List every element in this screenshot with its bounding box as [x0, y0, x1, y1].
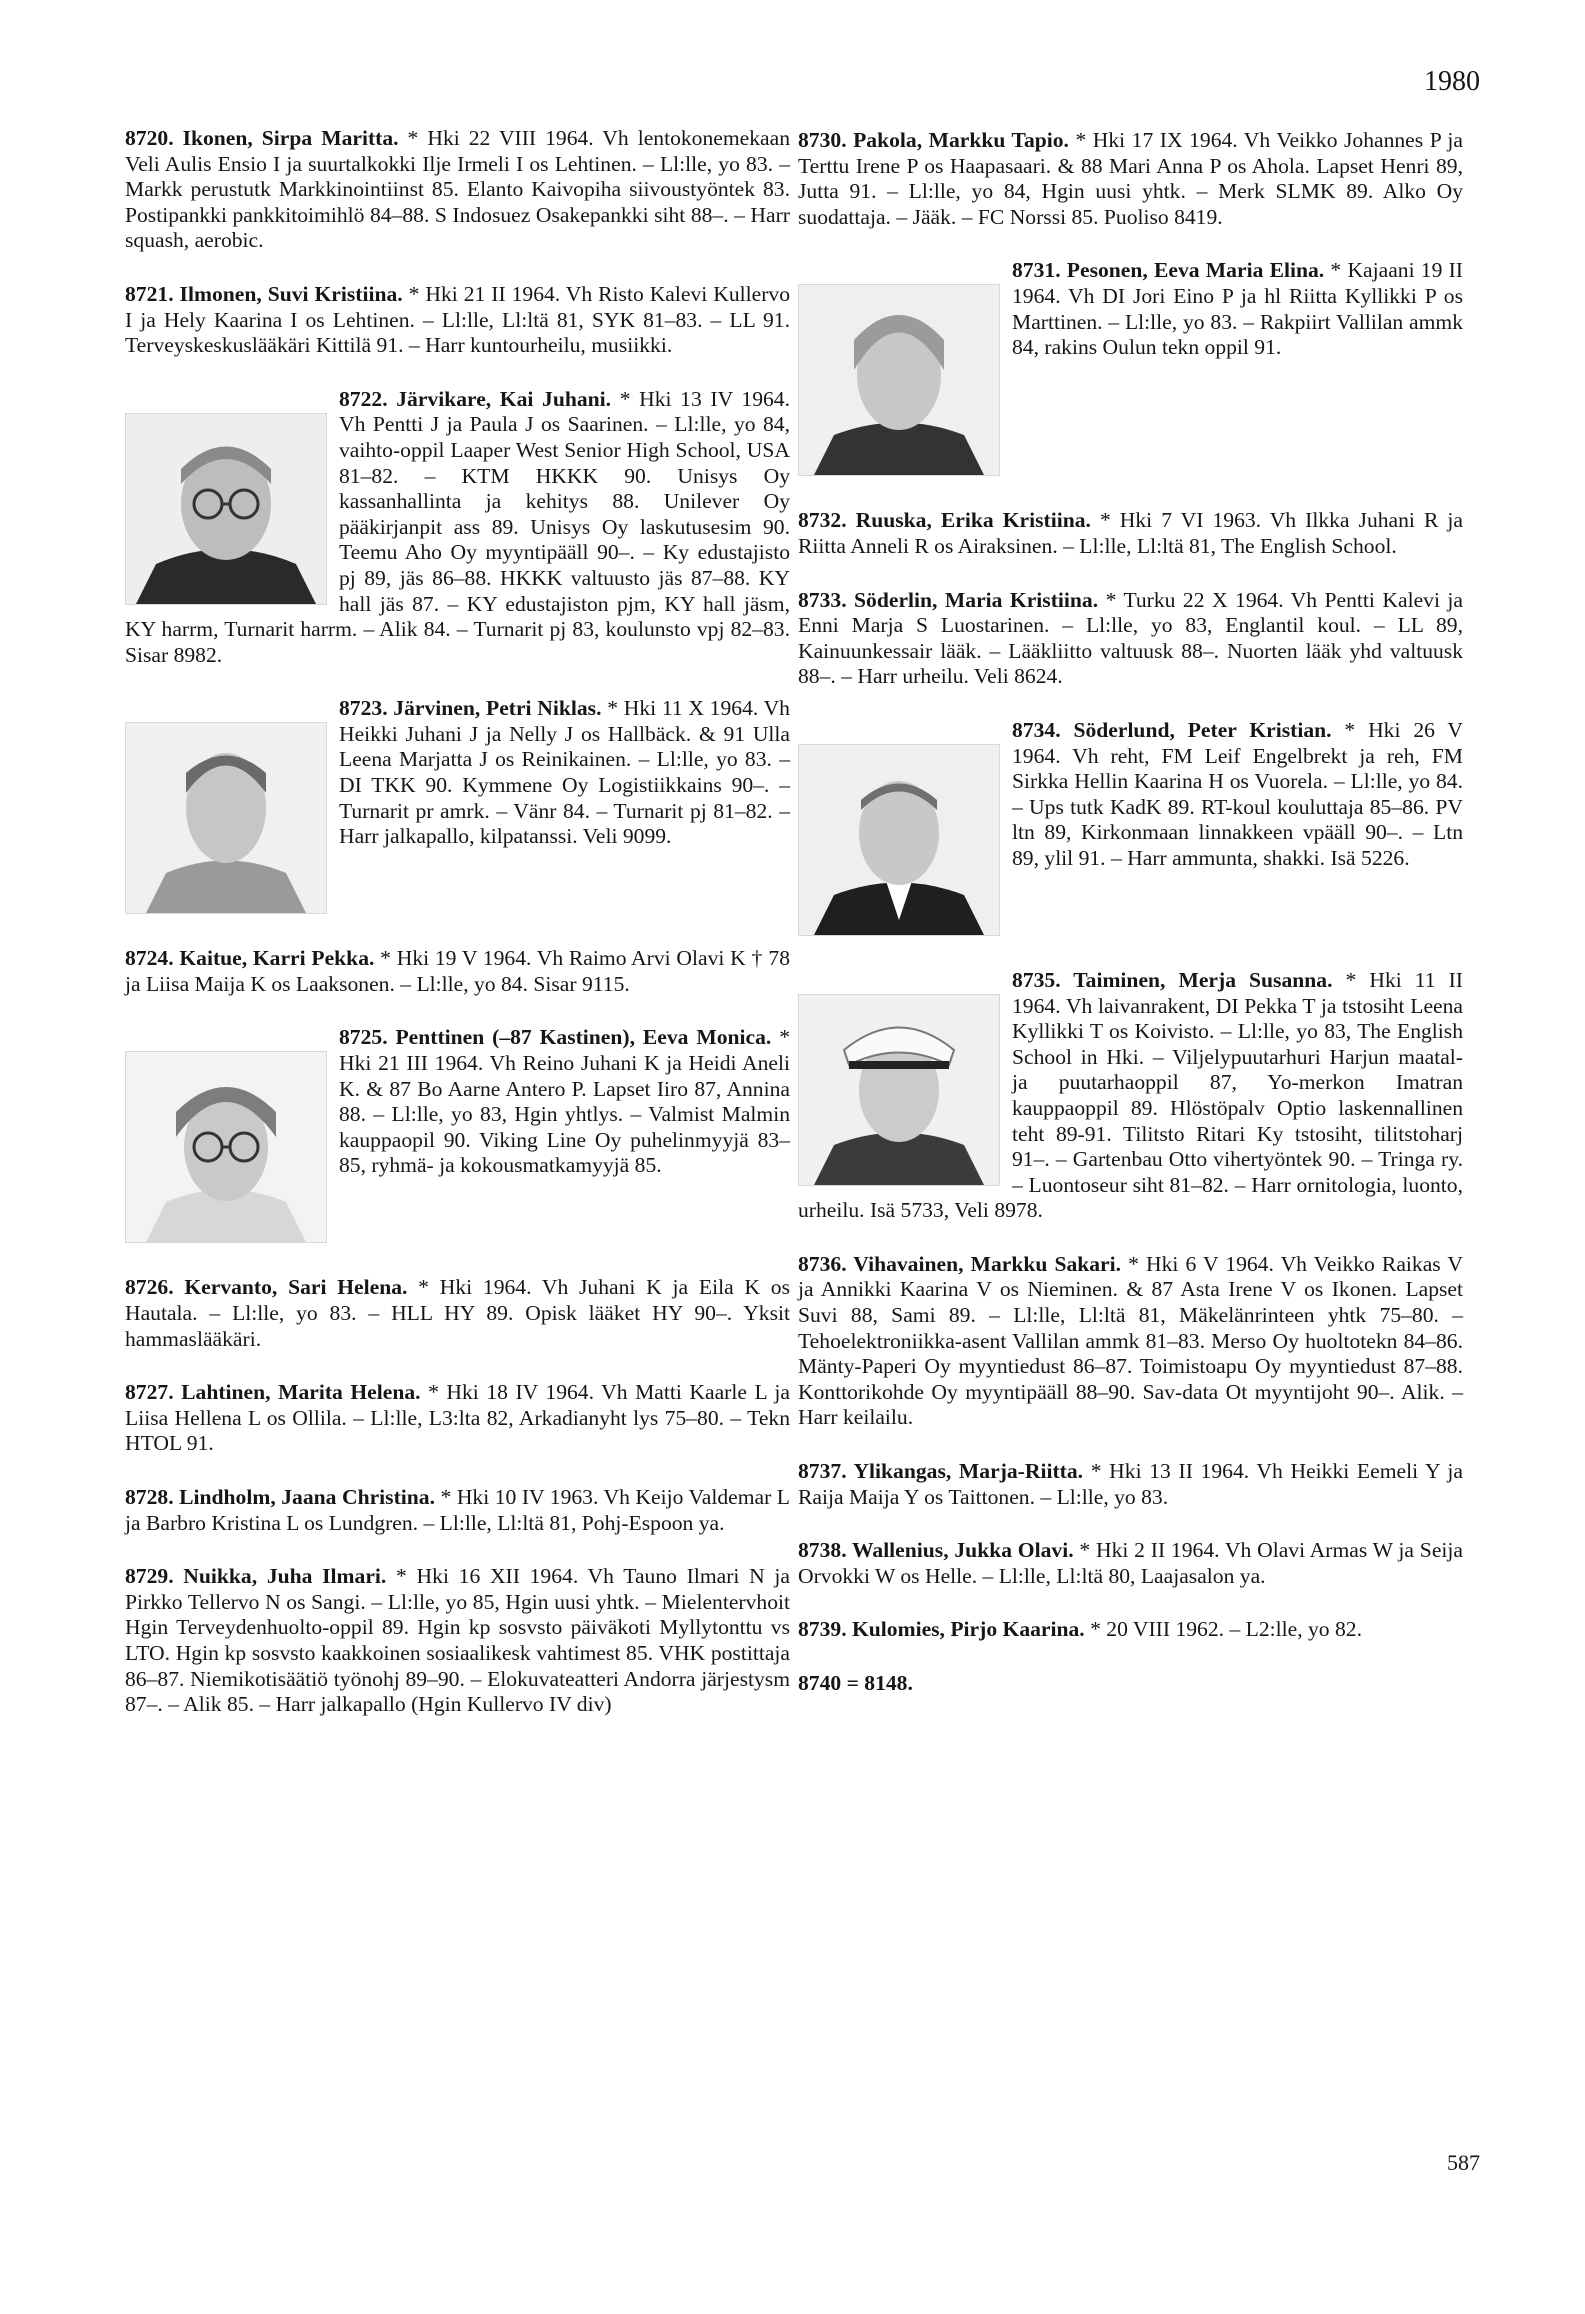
portrait-man-glasses-icon	[126, 414, 326, 604]
entry-text: * Hki 16 XII 1964. Vh Tauno Ilmari N ja Pirkko Tellervo N os Sangi. – Ll:lle, yo 85, Hgin uusi yhtk. – Mielentervhoit Hgin Terveydenhuolto-oppil 89. Hgin kp sosvsto päiväkoti Myllytonttu vs LTO. Hgin kp sosvsto kaakkoinen sosiaalikesk vahtimest 85. VHK postittaja 86–87. Niemikotisäätiö työnohj 89–90. – Elokuvateatteri Andorra järjestysm 87–. – Alik 85. – Harr jalkapallo (Hgin Kullervo IV div)	[125, 1564, 790, 1717]
entry-text: * Hki 11 II 1964. Vh laivanrakent, DI Pekka T ja tstosiht Leena Kyllikki T os Koivisto. – Ll:lle, yo 83, The English School in Hki. – Viljelypuutarhuri Harjun maatal- ja puutarhaoppil 87, Yo-merkon Imatran kauppaoppil 89. Hlöstöpalv Optio laskennallinen teht 89-91. Tilitsto Ritari Ky tstosiht, tilitstoharj 91–. – Gartenbau Otto vihertyöntek 90. – Tringa ry. – Luontoseur siht 81–82. – Harr ornitologia, luonto, urheilu. Isä 5733, Veli 8978.	[798, 967, 1463, 1223]
entry-text: * 20 VIII 1962. – L2:lle, yo 82.	[1084, 1617, 1362, 1642]
entry-name: 8734. Söderlund, Peter Kristian.	[1012, 717, 1332, 742]
entry-name: 8728. Lindholm, Jaana Christina.	[125, 1485, 435, 1510]
portrait-man-icon	[126, 723, 326, 913]
entry-8733	[798, 588, 1463, 690]
entry-text: * Hki 17 IX 1964. Vh Veikko Johannes P ja Terttu Irene P os Haapasaari. & 88 Mari Anna P os Ahola. Lapset Henri 89, Jutta 91. – Ll:lle, yo 84, Hgin uusi yhtk. – Merk SLMK 89. Alko Oy suodattaja. – Jääk. – FC Norssi 85. Puoliso 8419.	[798, 128, 1463, 229]
entry-8735	[798, 968, 1463, 1224]
entry-name: 8726. Kervanto, Sari Helena.	[125, 1275, 408, 1300]
entry-8730	[798, 128, 1463, 230]
entry-8721	[125, 282, 790, 359]
entry-text: * Hki 7 VI 1963. Vh Ilkka Juhani R ja Riitta Anneli R os Airaksinen. – Ll:lle, Ll:ltä 81, The English School.	[798, 508, 1463, 558]
entry-text: * Hki 21 III 1964. Vh Reino Juhani K ja Heidi Aneli K. & 87 Bo Aarne Antero P. Lapset Iiro 87, Annina 88. – Ll:lle, yo 83, Hgin yhtlys. – Valmist Malmin kauppaopil 90. Viking Line Oy puhelinmyyjä 83–85, ryhmä- ja kokousmatkamyyjä 85.	[339, 1025, 790, 1178]
entry-name: 8723. Järvinen, Petri Niklas.	[339, 696, 602, 721]
left-column	[125, 126, 790, 1718]
entry-name: 8721. Ilmonen, Suvi Kristiina.	[125, 281, 403, 306]
entry-text: * Kajaani 19 II 1964. Vh DI Jori Eino P ja hl Riitta Kyllikki P os Marttinen. – Ll:lle, yo 83. – Rakpiirt Vallilan ammk 84, rakins Oulun tekn oppil 91.	[1012, 258, 1464, 360]
entry-name: 8740 = 8148.	[798, 1671, 913, 1695]
entry-8732	[798, 508, 1463, 559]
portrait-photo	[125, 1051, 327, 1243]
entry-text: * Hki 18 IV 1964. Vh Matti Kaarle L ja Liisa Hellena L os Ollila. – Ll:lle, L3:lta 82, Arkadianyht lys 75–80. – Tekn HTOL 91.	[125, 1380, 790, 1456]
entry-name: 8720. Ikonen, Sirpa Maritta.	[125, 126, 399, 150]
entry-text: * Hki 6 V 1964. Vh Veikko Raikas V ja Annikki Kaarina V os Nieminen. & 87 Asta Irene V os Ikonen. Lapset Suvi 88, Sami 89. – Ll:lle, Ll:ltä 81, Mäkelänrinteen yhtk 75–80. – Tehoelektroniikka-asent Vallilan ammk 81–83. Merso Oy huoltotekn 84–86. Mänty-Paperi Oy myyntiedust 86–87. Toimistoapu Oy myyntiedust 87–88. Konttorikohde Oy myyntipääll 88–90. Sav-data Ot myyntijoht 90–. Alik. – Harr keilailu.	[798, 1251, 1463, 1430]
entry-name: 8730. Pakola, Markku Tapio.	[798, 128, 1069, 152]
entry-name: 8729. Nuikka, Juha Ilmari.	[125, 1564, 387, 1589]
entry-8725	[125, 1025, 790, 1247]
entry-8738	[798, 1538, 1463, 1589]
entry-name: 8738. Wallenius, Jukka Olavi.	[798, 1538, 1074, 1563]
entry-text: * Hki 11 X 1964. Vh Heikki Juhani J ja Nelly J os Hallbäck. & 91 Ulla Leena Marjatta J os Reinikainen. – Ll:lle, yo 83. – DI TKK 90. Kymmene Oy Logistiikkains 90–. – Turnarit pr amrk. – Vänr 84. – Turnarit pj 81–82. – Harr jalkapallo, kilpatanssi. Veli 9099.	[339, 696, 790, 849]
page-year-header: 1980	[1424, 66, 1480, 97]
entry-8734	[798, 718, 1463, 940]
entry-8729	[125, 1564, 790, 1718]
entry-name: 8737. Ylikangas, Marja-Riitta.	[798, 1459, 1084, 1484]
entry-name: 8727. Lahtinen, Marita Helena.	[125, 1380, 421, 1405]
entry-name: 8736. Vihavainen, Markku Sakari.	[798, 1251, 1122, 1276]
entry-8723	[125, 696, 790, 918]
entry-8736	[798, 1252, 1463, 1431]
entry-name: 8731. Pesonen, Eeva Maria Elina.	[1012, 258, 1325, 283]
portrait-photo	[798, 284, 1000, 476]
entry-text: * Hki 10 IV 1963. Vh Keijo Valdemar L ja Barbro Kristina L os Lundgren. – Ll:lle, Ll:ltä 81, Pohj-Espoon ya.	[125, 1485, 790, 1535]
portrait-photo	[798, 744, 1000, 936]
entry-text: * Turku 22 X 1964. Vh Pentti Kalevi ja Enni Marja S Luostarinen. – Ll:lle, yo 83, Englantil koul. – LL 89, Kainuunkessair lääk. – Lääkliitto valtuusk 88–. Nuorten lääk yhd valtuusk 88–. – Harr urheilu. Veli 8624.	[798, 587, 1463, 689]
entry-8727	[125, 1380, 790, 1457]
portrait-woman-glasses-icon	[126, 1052, 326, 1242]
page-number: 587	[1447, 2150, 1480, 2175]
portrait-photo	[125, 413, 327, 605]
entry-8720	[125, 126, 790, 254]
portrait-photo	[798, 994, 1000, 1186]
entry-name: 8732. Ruuska, Erika Kristiina.	[798, 508, 1091, 533]
entry-8728	[125, 1485, 790, 1536]
entry-name: 8724. Kaitue, Karri Pekka.	[125, 946, 375, 971]
entry-text: * Hki 22 VIII 1964. Vh lentokonemekaan Veli Aulis Ensio I ja suurtalkokki Ilje Irmeli I os Lehtinen. – Ll:lle, yo 83. – Markk perustutk Markkinointiinst 85. Elanto Kaivopiha siivoustyöntek 83. Postipankki pankkitoimihlö 84–88. S Indosuez Osakepankki siht 88–. – Harr squash, aerobic.	[125, 126, 790, 253]
entry-8722	[125, 387, 790, 669]
portrait-man-crewcut-icon	[799, 745, 999, 935]
portrait-photo	[125, 722, 327, 914]
portrait-woman-icon	[799, 285, 999, 475]
entry-text: * Hki 2 II 1964. Vh Olavi Armas W ja Seija Orvokki W os Helle. – Ll:lle, Ll:ltä 80, Laajasalon ya.	[798, 1538, 1463, 1588]
entry-8737	[798, 1459, 1463, 1510]
entry-name: 8735. Taiminen, Merja Susanna.	[1012, 967, 1333, 992]
portrait-woman-student-cap-icon	[799, 995, 999, 1185]
entry-text: * Hki 21 II 1964. Vh Risto Kalevi Kullervo I ja Hely Kaarina I os Lehtinen. – Ll:lle, Ll:ltä 81, SYK 81–83. – LL 91. Terveyskeskuslääkäri Kittilä 91. – Harr kuntourheilu, musiikki.	[125, 281, 790, 358]
entry-8726	[125, 1275, 790, 1352]
entry-name: 8739. Kulomies, Pirjo Kaarina.	[798, 1617, 1085, 1642]
entry-8724	[125, 946, 790, 997]
entry-8731	[798, 258, 1463, 480]
entry-text: * Hki 26 V 1964. Vh reht, FM Leif Engelbrekt ja reh, FM Sirkka Hellin Kaarina H os Vuorela. – Ll:lle, yo 84. – Ups tutk KadK 89. RT-koul kouluttaja 85–86. PV ltn 89, Kirkonmaan linnakkeen vpääll 90–. – Ltn 89, ylil 91. – Harr ammunta, shakki. Isä 5226.	[1012, 717, 1463, 870]
entry-text: * Hki 1964. Vh Juhani K ja Eila K os Hautala. – Ll:lle, yo 83. – HLL HY 89. Opisk lääket HY 90–. Yksit hammaslääkäri.	[125, 1275, 790, 1351]
entry-8740	[798, 1671, 1463, 1697]
entry-text: * Hki 13 II 1964. Vh Heikki Eemeli Y ja Raija Maija Y os Taittonen. – Ll:lle, yo 83.	[798, 1459, 1463, 1509]
right-column	[798, 128, 1463, 1697]
entry-8739	[798, 1617, 1463, 1643]
entry-text: * Hki 13 IV 1964. Vh Pentti J ja Paula J os Saarinen. – Ll:lle, yo 84, vaihto-oppil Laaper West Senior High School, USA 81–82. – KTM HKKK 90. Unisys Oy kassanhallinta ja kehitys 88. Unilever Oy pääkirjanpit ass 89. Unisys Oy laskutusesim 90. Teemu Aho Oy myyntipääll 90–. – Ky edustajisto pj 89, jäs 86–88. HKKK valtuusto jäs 87–88. KY hall jäs 87. – KY edustajiston pjm, KY hall jäsm, KY harrm, Turnarit harrm. – Alik 84. – Turnarit pj 83, koulunsto vpj 82–83. Sisar 8982.	[125, 386, 790, 667]
entry-name: 8725. Penttinen (–87 Kastinen), Eeva Monica.	[339, 1025, 772, 1050]
entry-text: * Hki 19 V 1964. Vh Raimo Arvi Olavi K † 78 ja Liisa Maija K os Laaksonen. – Ll:lle, yo 84. Sisar 9115.	[125, 946, 790, 996]
entry-name: 8722. Järvikare, Kai Juhani.	[339, 386, 612, 411]
entry-name: 8733. Söderlin, Maria Kristiina.	[798, 587, 1099, 612]
